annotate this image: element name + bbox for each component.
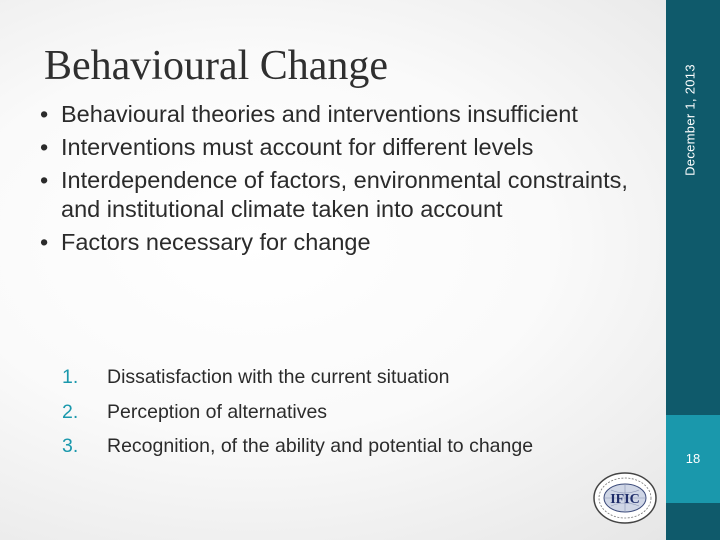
page-number-badge <box>666 415 720 503</box>
item-text: Perception of alternatives <box>107 400 328 423</box>
numbered-list <box>62 360 642 464</box>
numbered-item <box>62 395 642 430</box>
numbered-item <box>62 360 642 395</box>
bullet-text: Interdependence of factors, environmental constraints, and institutional climate taken into account <box>61 167 628 222</box>
item-text: Recognition, of the ability and potential to change <box>107 435 534 457</box>
bullet-dot: • <box>40 229 49 255</box>
page-number: 18 <box>685 451 701 466</box>
item-number: 3. <box>62 435 79 457</box>
slide-date: December 1, 2013 <box>682 64 698 176</box>
slide-title: Behavioural Change <box>44 43 389 89</box>
bullet-list <box>40 100 640 261</box>
bullet-item <box>40 100 640 129</box>
bullet-dot: • <box>40 134 49 160</box>
ific-logo-icon <box>591 470 659 526</box>
bullet-item <box>40 228 640 257</box>
bullet-dot: • <box>40 167 49 193</box>
bullet-dot: • <box>40 101 49 127</box>
bullet-text: Interventions must account for different levels <box>61 134 534 160</box>
numbered-item <box>62 429 642 464</box>
item-text: Dissatisfaction with the current situation <box>107 366 450 388</box>
item-number: 1. <box>62 366 79 388</box>
bullet-text: Factors necessary for change <box>61 229 371 255</box>
item-number: 2. <box>62 400 79 423</box>
svg-text:IFIC: IFIC <box>610 492 640 507</box>
bullet-text: Behavioural theories and interventions insufficient <box>61 101 578 127</box>
bullet-item <box>40 133 640 162</box>
bullet-item <box>40 166 640 224</box>
